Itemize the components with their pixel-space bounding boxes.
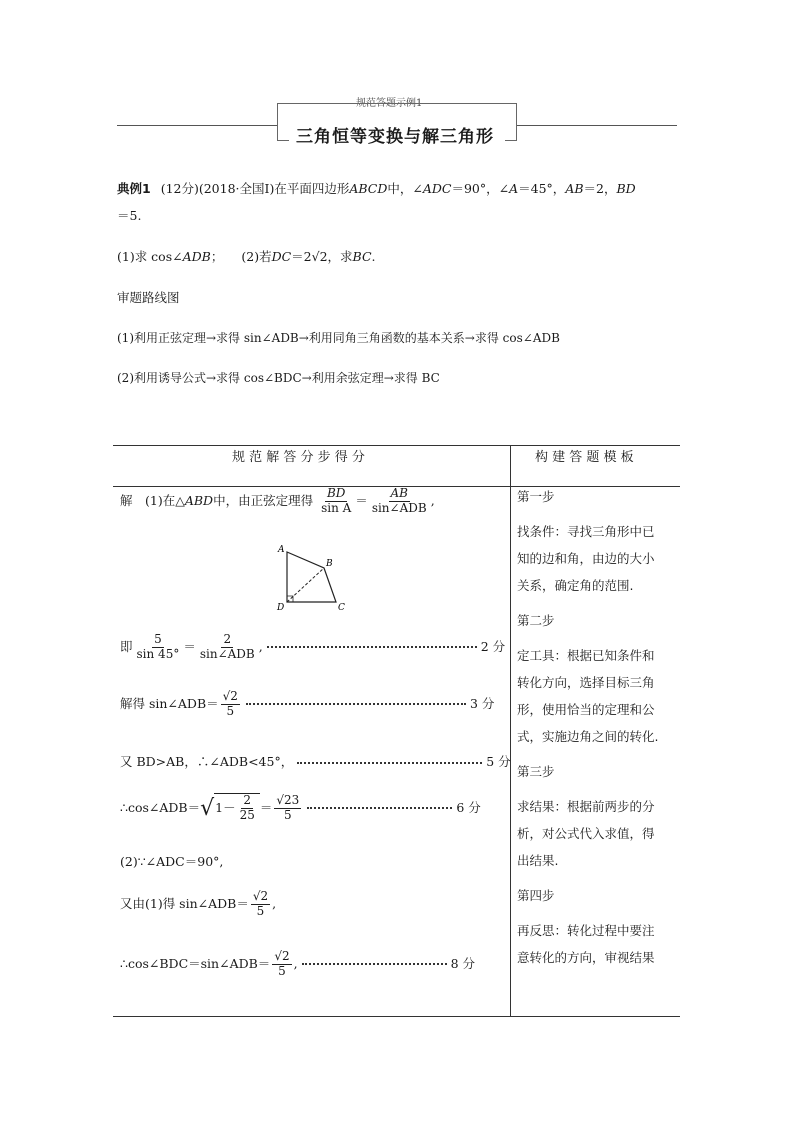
fraction: [319, 487, 353, 516]
problem-stem: 在平面四边形: [274, 181, 350, 196]
problem-label: 典例1: [117, 181, 151, 196]
fraction-numerator: 2: [243, 793, 252, 807]
step-3-line: 出结果.: [517, 853, 559, 868]
vertex-c: C: [338, 603, 345, 613]
fraction-denominator: 5: [256, 903, 265, 918]
step-3-line: 求结果：根据前两步的分: [517, 799, 655, 814]
score-leader: [267, 646, 477, 648]
score-leader: [297, 762, 482, 764]
fraction-numerator: 2: [223, 632, 232, 646]
table-column-divider: [510, 445, 511, 1017]
fraction-denominator: 5: [226, 703, 235, 718]
solution-step-5: ∴cos∠ADB＝√1－ $\frac{2}{25}$ ＝ $\frac{√23}{5}$ 6 分: [120, 793, 481, 822]
problem-stem: 中，∠: [387, 181, 423, 196]
problem-var: ABCD: [349, 181, 388, 196]
roadmap-line-1: (1)利用正弦定理→求得 sin∠ADB→利用同角三角函数的基本关系→求得 cos∠ADB: [117, 331, 560, 345]
template-column: [517, 483, 677, 971]
page-title: 三角恒等变换与解三角形: [296, 127, 494, 147]
problem-stem: ＝45°，: [518, 181, 566, 196]
problem-questions: [117, 247, 376, 265]
solution-step-4: [120, 752, 511, 770]
solution-text: ,: [272, 895, 277, 911]
score-leader: [246, 703, 466, 705]
step-2-line: 式，实施边角之间的转化.: [517, 729, 659, 744]
problem-var: BD: [616, 181, 636, 196]
question-2: (2)若: [241, 249, 272, 264]
score: 2 分: [480, 638, 506, 654]
fraction: [221, 690, 240, 719]
fraction: [272, 950, 291, 979]
fraction: [274, 794, 301, 823]
score: 8 分: [450, 955, 476, 971]
problem-stem: .: [371, 249, 376, 264]
fraction-denominator: 5: [284, 807, 292, 822]
solution-text: ,: [430, 492, 435, 508]
problem-var: ADC: [422, 181, 452, 196]
step-1-title: 第一步: [517, 489, 555, 504]
step-3-line: 析，对公式代入求值，得: [517, 826, 655, 841]
problem-line-1: [117, 179, 636, 197]
fraction: [251, 890, 270, 919]
solution-step-1: 解 (1)在△ABD中，由正弦定理得 $\frac{BD}{\text{sin A}}$ ＝ $\frac{AB}{\text{sin∠ADB}}$ ,: [120, 486, 435, 515]
fraction-denominator: sin∠ADB: [371, 500, 427, 515]
problem-score: (12分)(2018·全国Ⅰ): [160, 181, 275, 196]
step-3-title: 第三步: [517, 764, 555, 779]
header-bracket-bottom-right: [505, 140, 517, 141]
score-leader: [302, 963, 447, 965]
problem-var: BC: [352, 249, 372, 264]
table-header-right: 构 建 答 题 模 板: [535, 450, 634, 465]
fraction-denominator: sin∠ADB: [199, 646, 255, 661]
fraction: [238, 794, 257, 823]
solution-text: 又由(1)得 sin∠ADB＝: [120, 895, 249, 911]
solution-text: 中，由正弦定理得: [213, 492, 314, 508]
score: 5 分: [486, 754, 511, 769]
solution-text: 解得 sin∠ADB＝: [120, 695, 219, 711]
solution-step-8: [120, 950, 475, 979]
diagonal-bd: [287, 568, 324, 602]
score: 3 分: [469, 695, 495, 711]
solution-text: ,: [293, 955, 298, 971]
solution-step-3: [120, 690, 494, 719]
radicand: [214, 793, 260, 823]
quadrilateral-figure: [270, 540, 360, 615]
fraction: [135, 633, 182, 662]
fraction-denominator: 25: [239, 807, 255, 822]
vertex-a: A: [278, 545, 285, 555]
fraction-numerator: 5: [154, 632, 162, 646]
step-2-line: 定工具：根据已知条件和: [517, 648, 655, 663]
solution-text: 又 BD>AB，∴∠ADB<45°，: [120, 754, 294, 769]
step-2-title: 第二步: [517, 613, 555, 628]
header-bracket-top: [277, 103, 517, 104]
fraction-numerator: √23: [276, 793, 300, 807]
radicand-text: 1－: [215, 799, 236, 815]
solution-var: ABD: [184, 492, 214, 508]
radical-sign: √: [200, 795, 215, 821]
step-1-line: 找条件：寻找三角形中已: [517, 524, 655, 539]
vertex-b: B: [326, 559, 333, 569]
step-1-line: 关系，确定角的范围.: [517, 578, 634, 593]
header-bracket-bottom-left: [277, 140, 289, 141]
roadmap-line-2: (2)利用诱导公式→求得 cos∠BDC→利用余弦定理→求得 BC: [117, 371, 440, 385]
problem-stem: ＝90°，∠: [451, 181, 510, 196]
fraction-numerator: BD: [326, 486, 346, 500]
problem-stem: ＝2√2，求: [291, 249, 353, 264]
score: 6 分: [456, 799, 481, 815]
problem-var: ADB: [182, 249, 211, 264]
solution-text: 解 (1)在△: [120, 492, 185, 508]
solution-step-2: 即 $\frac{5}{\sin 45^\circ}$ ＝ $\frac{2}{\text{sin∠ADB}}$ , 2 分: [120, 632, 506, 661]
question-1: (1)求 cos∠: [117, 249, 183, 264]
fraction-denominator: sin 45°: [136, 646, 180, 661]
problem-var: A: [509, 181, 519, 196]
problem-var: DC: [271, 249, 292, 264]
header-bracket-left: [277, 103, 278, 141]
step-4-line: 再反思：转化过程中要注: [517, 923, 655, 938]
fraction-denominator: 5: [278, 963, 286, 978]
table-header-left: 规 范 解 答 分 步 得 分: [232, 450, 365, 465]
fraction-denominator: sin A: [321, 500, 352, 515]
header-rule-left: [117, 125, 277, 126]
fraction-numerator: √2: [252, 889, 269, 903]
header-rule-right: [517, 125, 677, 126]
score-leader: [307, 807, 452, 809]
solution-step-6: (2)∵∠ADC＝90°,: [120, 854, 224, 869]
header-subtitle: [356, 94, 422, 109]
step-4-title: 第四步: [517, 888, 555, 903]
roadmap-heading: 审题路线图: [117, 290, 180, 305]
table-bottom-rule: [113, 1016, 680, 1017]
problem-var: AB: [565, 181, 584, 196]
fraction-numerator: √2: [222, 689, 238, 703]
header-bracket-right: [516, 103, 517, 141]
solution-step-7: [120, 890, 276, 919]
solution-text: ∴cos∠ADB＝: [120, 799, 201, 815]
fraction: [370, 487, 429, 516]
problem-line-2: ＝5.: [117, 208, 142, 223]
step-4-line: 意转化的方向，审视结果: [517, 950, 655, 965]
solution-text: ∴cos∠BDC＝sin∠ADB＝: [120, 955, 271, 971]
problem-stem: ；: [210, 249, 224, 264]
fraction: [198, 633, 257, 662]
problem-stem: ＝2，: [583, 181, 617, 196]
step-1-line: 知的边和角，由边的大小: [517, 551, 655, 566]
solution-text: 即: [120, 638, 133, 654]
fraction-numerator: √2: [274, 949, 290, 963]
vertex-d: D: [277, 603, 285, 613]
step-2-line: 转化方向，选择目标三角: [517, 675, 655, 690]
step-2-line: 形，使用恰当的定理和公: [517, 702, 655, 717]
fraction-numerator: AB: [390, 486, 408, 500]
